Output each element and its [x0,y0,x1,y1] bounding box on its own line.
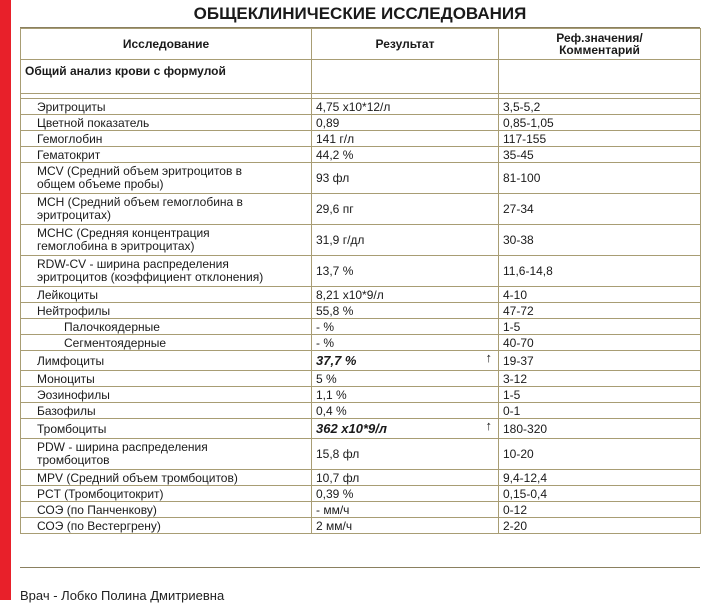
test-result: 93 фл [312,163,499,194]
table-row [21,256,701,287]
test-result: 2 мм/ч [312,518,499,534]
table-row [21,387,701,403]
test-reference: 30-38 [499,225,701,256]
test-reference: 35-45 [499,147,701,163]
test-reference: 19-37 [499,351,701,371]
test-result: 15,8 фл [312,439,499,470]
test-reference: 1-5 [499,319,701,335]
table-row [21,225,701,256]
test-result-flagged: 37,7 % ↑ [312,351,499,371]
test-reference: 40-70 [499,335,701,351]
test-reference: 117-155 [499,131,701,147]
test-result: 4,75 х10*12/л [312,99,499,115]
table-row [21,319,701,335]
test-reference: 47-72 [499,303,701,319]
header-reference: Реф.значения/ Комментарий [499,29,701,60]
test-name: PCT (Тромбоцитокрит) [21,486,312,502]
test-result: - % [312,335,499,351]
test-reference: 180-320 [499,419,701,439]
table-row [21,403,701,419]
test-reference: 0,85-1,05 [499,115,701,131]
test-result: 0,39 % [312,486,499,502]
test-name: Тромбоциты [21,419,312,439]
test-name: PDW - ширина распределения тромбоцитов [21,439,312,470]
table-row [21,371,701,387]
test-result: 1,1 % [312,387,499,403]
test-reference: 1-5 [499,387,701,403]
test-name: RDW-CV - ширина распределения эритроцитов (коэффициент отклонения) [21,256,312,287]
arrow-up-icon: ↑ [485,350,492,365]
test-name: Базофилы [21,403,312,419]
table-row [21,99,701,115]
test-result: 8,21 х10*9/л [312,287,499,303]
table-row [21,147,701,163]
table-row [21,502,701,518]
table-row [21,303,701,319]
test-result: 0,89 [312,115,499,131]
test-name: Гематокрит [21,147,312,163]
section-title: Общий анализ крови с формулой [21,60,312,94]
test-result: 55,8 % [312,303,499,319]
test-result: 13,7 % [312,256,499,287]
test-reference: 3,5-5,2 [499,99,701,115]
table-row [21,194,701,225]
test-name: Цветной показатель [21,115,312,131]
test-reference: 2-20 [499,518,701,534]
test-name: СОЭ (по Вестергрену) [21,518,312,534]
test-name: Сегментоядерные [21,335,312,351]
table-row [21,439,701,470]
header-result: Результат [312,29,499,60]
test-reference: 0-1 [499,403,701,419]
test-name: Лимфоциты [21,351,312,371]
doctor-signature-line: Врач - Лобко Полина Дмитриевна [20,588,225,603]
table-row [21,486,701,502]
test-name: Эозинофилы [21,387,312,403]
test-reference: 9,4-12,4 [499,470,701,486]
table-row [21,131,701,147]
footer-divider [20,567,700,568]
table-row [21,163,701,194]
table-row [21,115,701,131]
table-header-row [21,29,701,60]
table-row [21,470,701,486]
test-result: 44,2 % [312,147,499,163]
report-title: ОБЩЕКЛИНИЧЕСКИЕ ИССЛЕДОВАНИЯ [20,0,700,28]
test-reference: 0-12 [499,502,701,518]
test-result: 31,9 г/дл [312,225,499,256]
test-name: MCV (Средний объем эритроцитов в общем объеме пробы) [21,163,312,194]
test-name: MCH (Средний объем гемоглобина в эритроцитах) [21,194,312,225]
test-reference: 0,15-0,4 [499,486,701,502]
test-reference: 4-10 [499,287,701,303]
arrow-up-icon: ↑ [485,418,492,433]
test-result: 29,6 пг [312,194,499,225]
results-table [20,28,701,534]
test-result-flagged: 362 х10*9/л ↑ [312,419,499,439]
test-reference: 11,6-14,8 [499,256,701,287]
lab-report-sheet [11,0,709,603]
test-name: MPV (Средний объем тромбоцитов) [21,470,312,486]
section-row [21,60,701,94]
test-result: 10,7 фл [312,470,499,486]
test-reference: 81-100 [499,163,701,194]
test-name: СОЭ (по Панченкову) [21,502,312,518]
test-result: - % [312,319,499,335]
test-result: 0,4 % [312,403,499,419]
table-row [21,518,701,534]
test-name: Эритроциты [21,99,312,115]
table-row [21,419,701,439]
test-name: MCHC (Средняя концентрация гемоглобина в эритроцитах) [21,225,312,256]
test-reference: 10-20 [499,439,701,470]
test-name: Лейкоциты [21,287,312,303]
header-test: Исследование [21,29,312,60]
table-row [21,351,701,371]
test-result: 141 г/л [312,131,499,147]
left-accent-bar [0,0,11,600]
test-result: 5 % [312,371,499,387]
test-reference: 3-12 [499,371,701,387]
table-row [21,335,701,351]
test-reference: 27-34 [499,194,701,225]
test-name: Гемоглобин [21,131,312,147]
table-row [21,287,701,303]
test-name: Нейтрофилы [21,303,312,319]
test-result: - мм/ч [312,502,499,518]
test-name: Палочкоядерные [21,319,312,335]
test-name: Моноциты [21,371,312,387]
